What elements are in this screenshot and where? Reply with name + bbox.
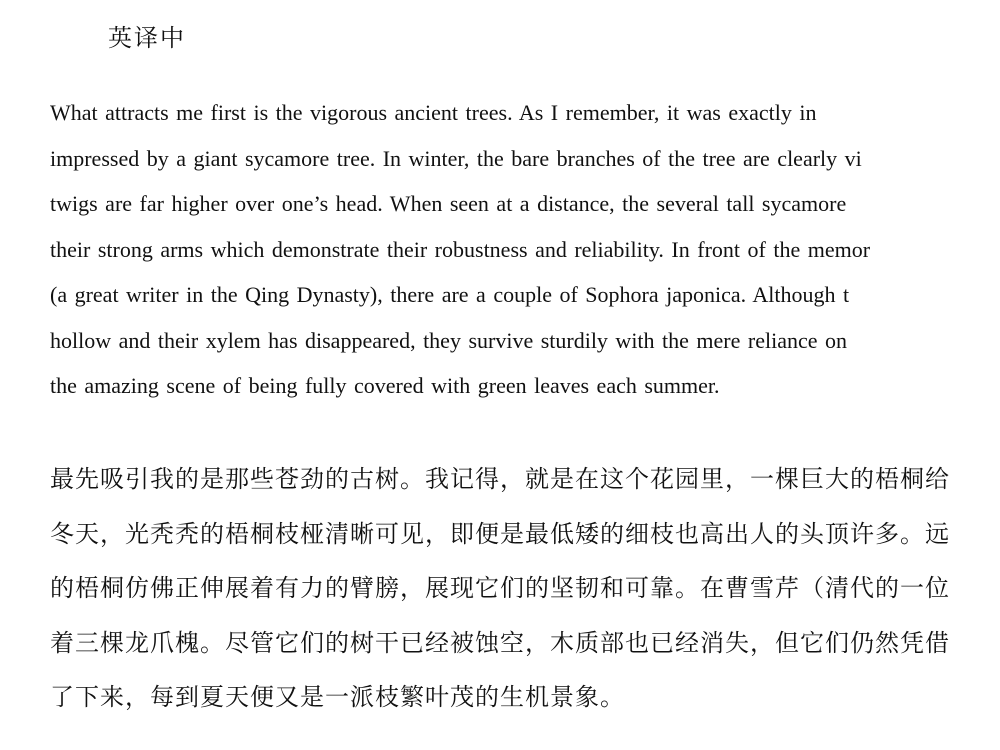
section-heading: 英译中 bbox=[108, 24, 186, 52]
english-line: What attracts me first is the vigorous ancient trees. As I remember, it was exactly in bbox=[50, 100, 817, 125]
english-line: impressed by a giant sycamore tree. In winter, the bare branches of the tree are clearly vi bbox=[50, 145, 862, 171]
english-line: (a great writer in the Qing Dynasty), there are a couple of Sophora japonica. Although t bbox=[50, 282, 850, 307]
english-line: hollow and their xylem has disappeared, they survive sturdily with the mere reliance on bbox=[50, 327, 847, 353]
chinese-line: 着三棵龙爪槐。尽管它们的树干已经被蚀空，木质部也已经消失，但它们仍然凭借 bbox=[50, 628, 950, 657]
chinese-line: 的梧桐仿佛正伸展着有力的臂膀，展现它们的坚韧和可靠。在曹雪芹（清代的一位 bbox=[50, 574, 950, 602]
chinese-line: 了下来，每到夏天便又是一派枝繁叶茂的生机景象。 bbox=[50, 683, 625, 711]
english-line: twigs are far higher over one’s head. When seen at a distance, the several tall sycamore bbox=[50, 191, 847, 216]
english-line: the amazing scene of being fully covered with green leaves each summer. bbox=[50, 373, 720, 398]
english-line: their strong arms which demonstrate their robustness and reliability. In front of the memor bbox=[50, 236, 871, 262]
english-paragraph bbox=[50, 90, 870, 409]
chinese-paragraph bbox=[50, 452, 950, 725]
chinese-line: 最先吸引我的是那些苍劲的古树。我记得，就是在这个花园里，一棵巨大的梧桐给 bbox=[50, 465, 950, 493]
chinese-line: 冬天，光秃秃的梧桐枝桠清晰可见，即便是最低矮的细枝也高出人的头顶许多。远 bbox=[50, 519, 950, 548]
